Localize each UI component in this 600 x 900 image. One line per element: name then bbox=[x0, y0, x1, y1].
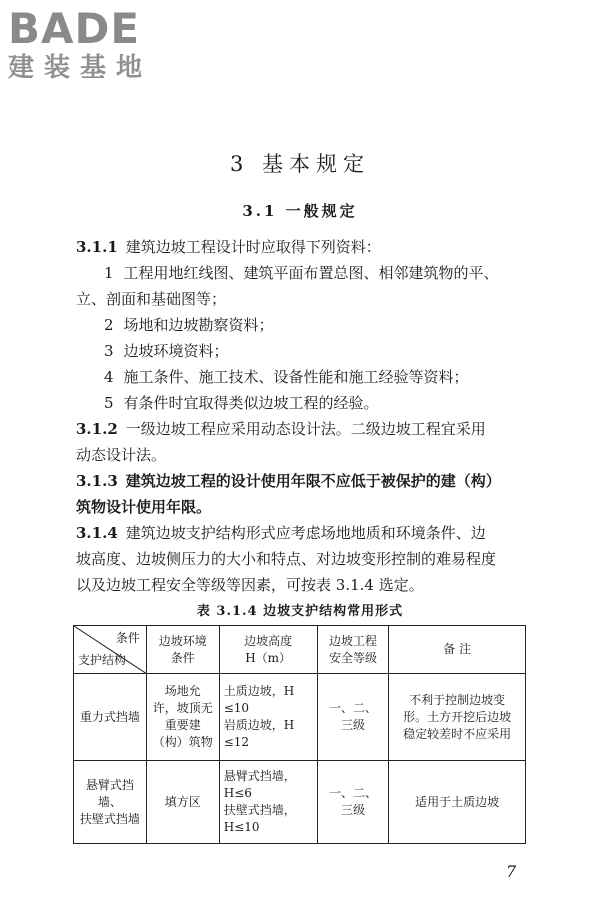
cell-type: 悬臂式挡墙、 扶壁式挡墙 bbox=[74, 761, 147, 844]
table-row bbox=[74, 761, 526, 844]
clause-3-1-2 bbox=[76, 416, 536, 442]
support-structure-table bbox=[73, 625, 526, 844]
clause-text: 建筑边坡工程设计时应取得下列资料： bbox=[125, 238, 381, 256]
cell-env: 场地允 许，坡顶无 重要建 （构）筑物 bbox=[146, 674, 219, 761]
chapter-title: 3 基本规定 bbox=[229, 152, 371, 176]
list-item bbox=[76, 260, 536, 286]
list-item bbox=[76, 364, 536, 390]
item-number: 1 bbox=[104, 264, 114, 282]
corner-structure-label: 支护结构 bbox=[78, 653, 127, 667]
clause-continuation: 坡高度、边坡侧压力的大小和特点、对边坡变形控制的难易程度 bbox=[76, 550, 497, 568]
cell-grade: 一、二、 三级 bbox=[317, 761, 389, 844]
list-item bbox=[76, 390, 536, 416]
clause-number: 3.1.2 bbox=[76, 420, 118, 438]
cell-type: 重力式挡墙 bbox=[74, 674, 147, 761]
header-remark: 备 注 bbox=[389, 626, 526, 674]
clause-continuation: 筑物设计使用年限。 bbox=[76, 498, 212, 516]
cell-height: 悬臂式挡墙， H≤6 扶壁式挡墙， H≤10 bbox=[219, 761, 317, 844]
table-caption: 表 3.1.4 边坡支护结构常用形式 bbox=[196, 604, 404, 619]
list-item bbox=[76, 338, 536, 364]
logo-brand: BADE bbox=[8, 4, 141, 53]
logo-tagline: 建装基地 bbox=[8, 53, 153, 83]
item-number: 4 bbox=[104, 368, 114, 386]
item-text: 工程用地红线图、建筑平面布置总图、相邻建筑物的平、 bbox=[123, 264, 499, 282]
clause-number: 3.1.4 bbox=[76, 524, 118, 542]
clause-number: 3.1.1 bbox=[76, 238, 118, 256]
item-number: 2 bbox=[104, 316, 114, 334]
clause-continuation: 动态设计法。 bbox=[76, 446, 167, 464]
header-height: 边坡高度 H（m） bbox=[219, 626, 317, 674]
clause-3-1-1 bbox=[76, 234, 536, 260]
corner-header bbox=[74, 626, 147, 674]
item-number: 3 bbox=[104, 342, 114, 360]
page-number: 7 bbox=[506, 862, 517, 881]
clause-continuation: 以及边坡工程安全等级等因素，可按表 3.1.4 选定。 bbox=[76, 576, 424, 594]
section-title: 3.1 一般规定 bbox=[242, 202, 358, 220]
corner-condition-label: 条件 bbox=[115, 631, 140, 645]
body-text bbox=[76, 234, 536, 598]
item-text: 场地和边坡勘察资料； bbox=[123, 316, 274, 334]
clause-number: 3.1.3 bbox=[76, 472, 118, 490]
item-text: 施工条件、施工技术、设备性能和施工经验等资料； bbox=[123, 368, 469, 386]
clause-text: 一级边坡工程应采用动态设计法。二级边坡工程宜采用 bbox=[125, 420, 486, 438]
table-header-row bbox=[74, 626, 526, 674]
cell-grade: 一、二、 三级 bbox=[317, 674, 389, 761]
table-row bbox=[74, 674, 526, 761]
clause-text: 建筑边坡工程的设计使用年限不应低于被保护的建（构） bbox=[125, 472, 501, 490]
cell-remark: 不利于控制边坡变 形。土方开挖后边坡 稳定较差时不应采用 bbox=[389, 674, 526, 761]
clause-text: 建筑边坡支护结构形式应考虑场地地质和环境条件、边 bbox=[125, 524, 486, 542]
header-env: 边坡环境 条件 bbox=[146, 626, 219, 674]
item-text: 边坡环境资料； bbox=[123, 342, 229, 360]
list-item-continuation: 立、剖面和基础图等； bbox=[76, 290, 227, 308]
cell-env: 填方区 bbox=[146, 761, 219, 844]
logo bbox=[8, 6, 183, 84]
header-grade: 边坡工程 安全等级 bbox=[317, 626, 389, 674]
cell-remark: 适用于土质边坡 bbox=[389, 761, 526, 844]
item-number: 5 bbox=[104, 394, 114, 412]
cell-height: 土质边坡，H ≤10 岩质边坡，H ≤12 bbox=[219, 674, 317, 761]
clause-3-1-3 bbox=[76, 468, 536, 494]
clause-3-1-4 bbox=[76, 520, 536, 546]
list-item bbox=[76, 312, 536, 338]
item-text: 有条件时宜取得类似边坡工程的经验。 bbox=[123, 394, 379, 412]
